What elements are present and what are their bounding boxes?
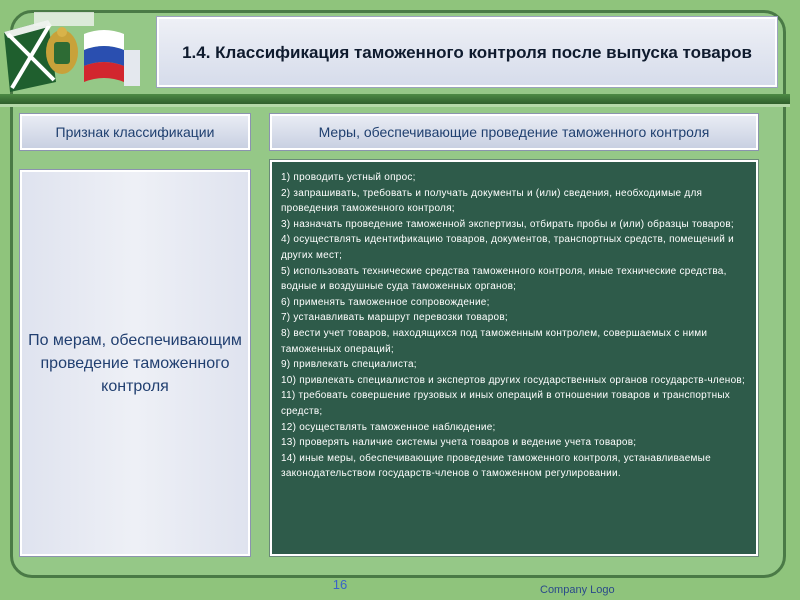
measure-item: 4) осуществлять идентификацию товаров, документов, транспортных средств, помещений и других мест; (281, 234, 734, 261)
measure-item: 5) использовать технические средства таможенного контроля, иные технические средства, водные и воздушные суда таможенных органов; (281, 265, 727, 293)
measure-item: 10) привлекать специалистов и экспертов других государственных органов государств-членов; (281, 374, 745, 386)
measure-item: 6) применять таможенное сопровождение; (281, 296, 490, 308)
title-box (157, 17, 777, 87)
measure-item: 3) назначать проведение таможенной экспертизы, отбирать пробы и (или) образцы товаров; (281, 218, 734, 230)
measure-item: 1) проводить устный опрос; (281, 172, 416, 183)
divider-band (0, 94, 790, 104)
measure-item: 12) осуществлять таможенное наблюдение; (281, 421, 496, 433)
customs-logo (4, 12, 154, 94)
measure-item: 13) проверять наличие системы учета товаров и ведение учета товаров; (281, 437, 637, 449)
header-measures (270, 114, 758, 150)
measure-item: 14) иные меры, обеспечивающие проведение таможенного контроля, устанавливаемые законодательством государств-членов о таможенном регулировании. (281, 452, 711, 480)
header-measures-label: Меры, обеспечивающие проведение таможенного контроля (318, 124, 710, 140)
measures-panel (270, 160, 758, 556)
classification-panel (20, 170, 250, 556)
measure-item: 2) запрашивать, требовать и получать документы и (или) сведения, необходимые для проведения таможенного контроля; (281, 187, 703, 215)
measure-item: 11) требовать совершение грузовых и иных операций в отношении товаров и транспортных средств; (281, 390, 731, 417)
page-title: 1.4. Классификация таможенного контроля после выпуска товаров (182, 42, 752, 62)
company-logo-text: Company Logo (540, 584, 615, 596)
divider-band-light (0, 104, 790, 107)
header-classification-label: Признак классификации (55, 124, 215, 140)
page-number: 16 (332, 577, 348, 592)
measure-item: 9) привлекать специалиста; (281, 359, 417, 371)
customs-emblem-icon (4, 12, 154, 94)
measure-item: 7) устанавливать маршрут перевозки товаров; (281, 312, 508, 324)
header-classification (20, 114, 250, 150)
classification-text: По мерам, обеспечивающим проведение таможенного контроля (28, 331, 242, 395)
measure-item: 8) вести учет товаров, находящихся под таможенным контролем, совершаемых с ними таможенных операций; (281, 327, 708, 355)
